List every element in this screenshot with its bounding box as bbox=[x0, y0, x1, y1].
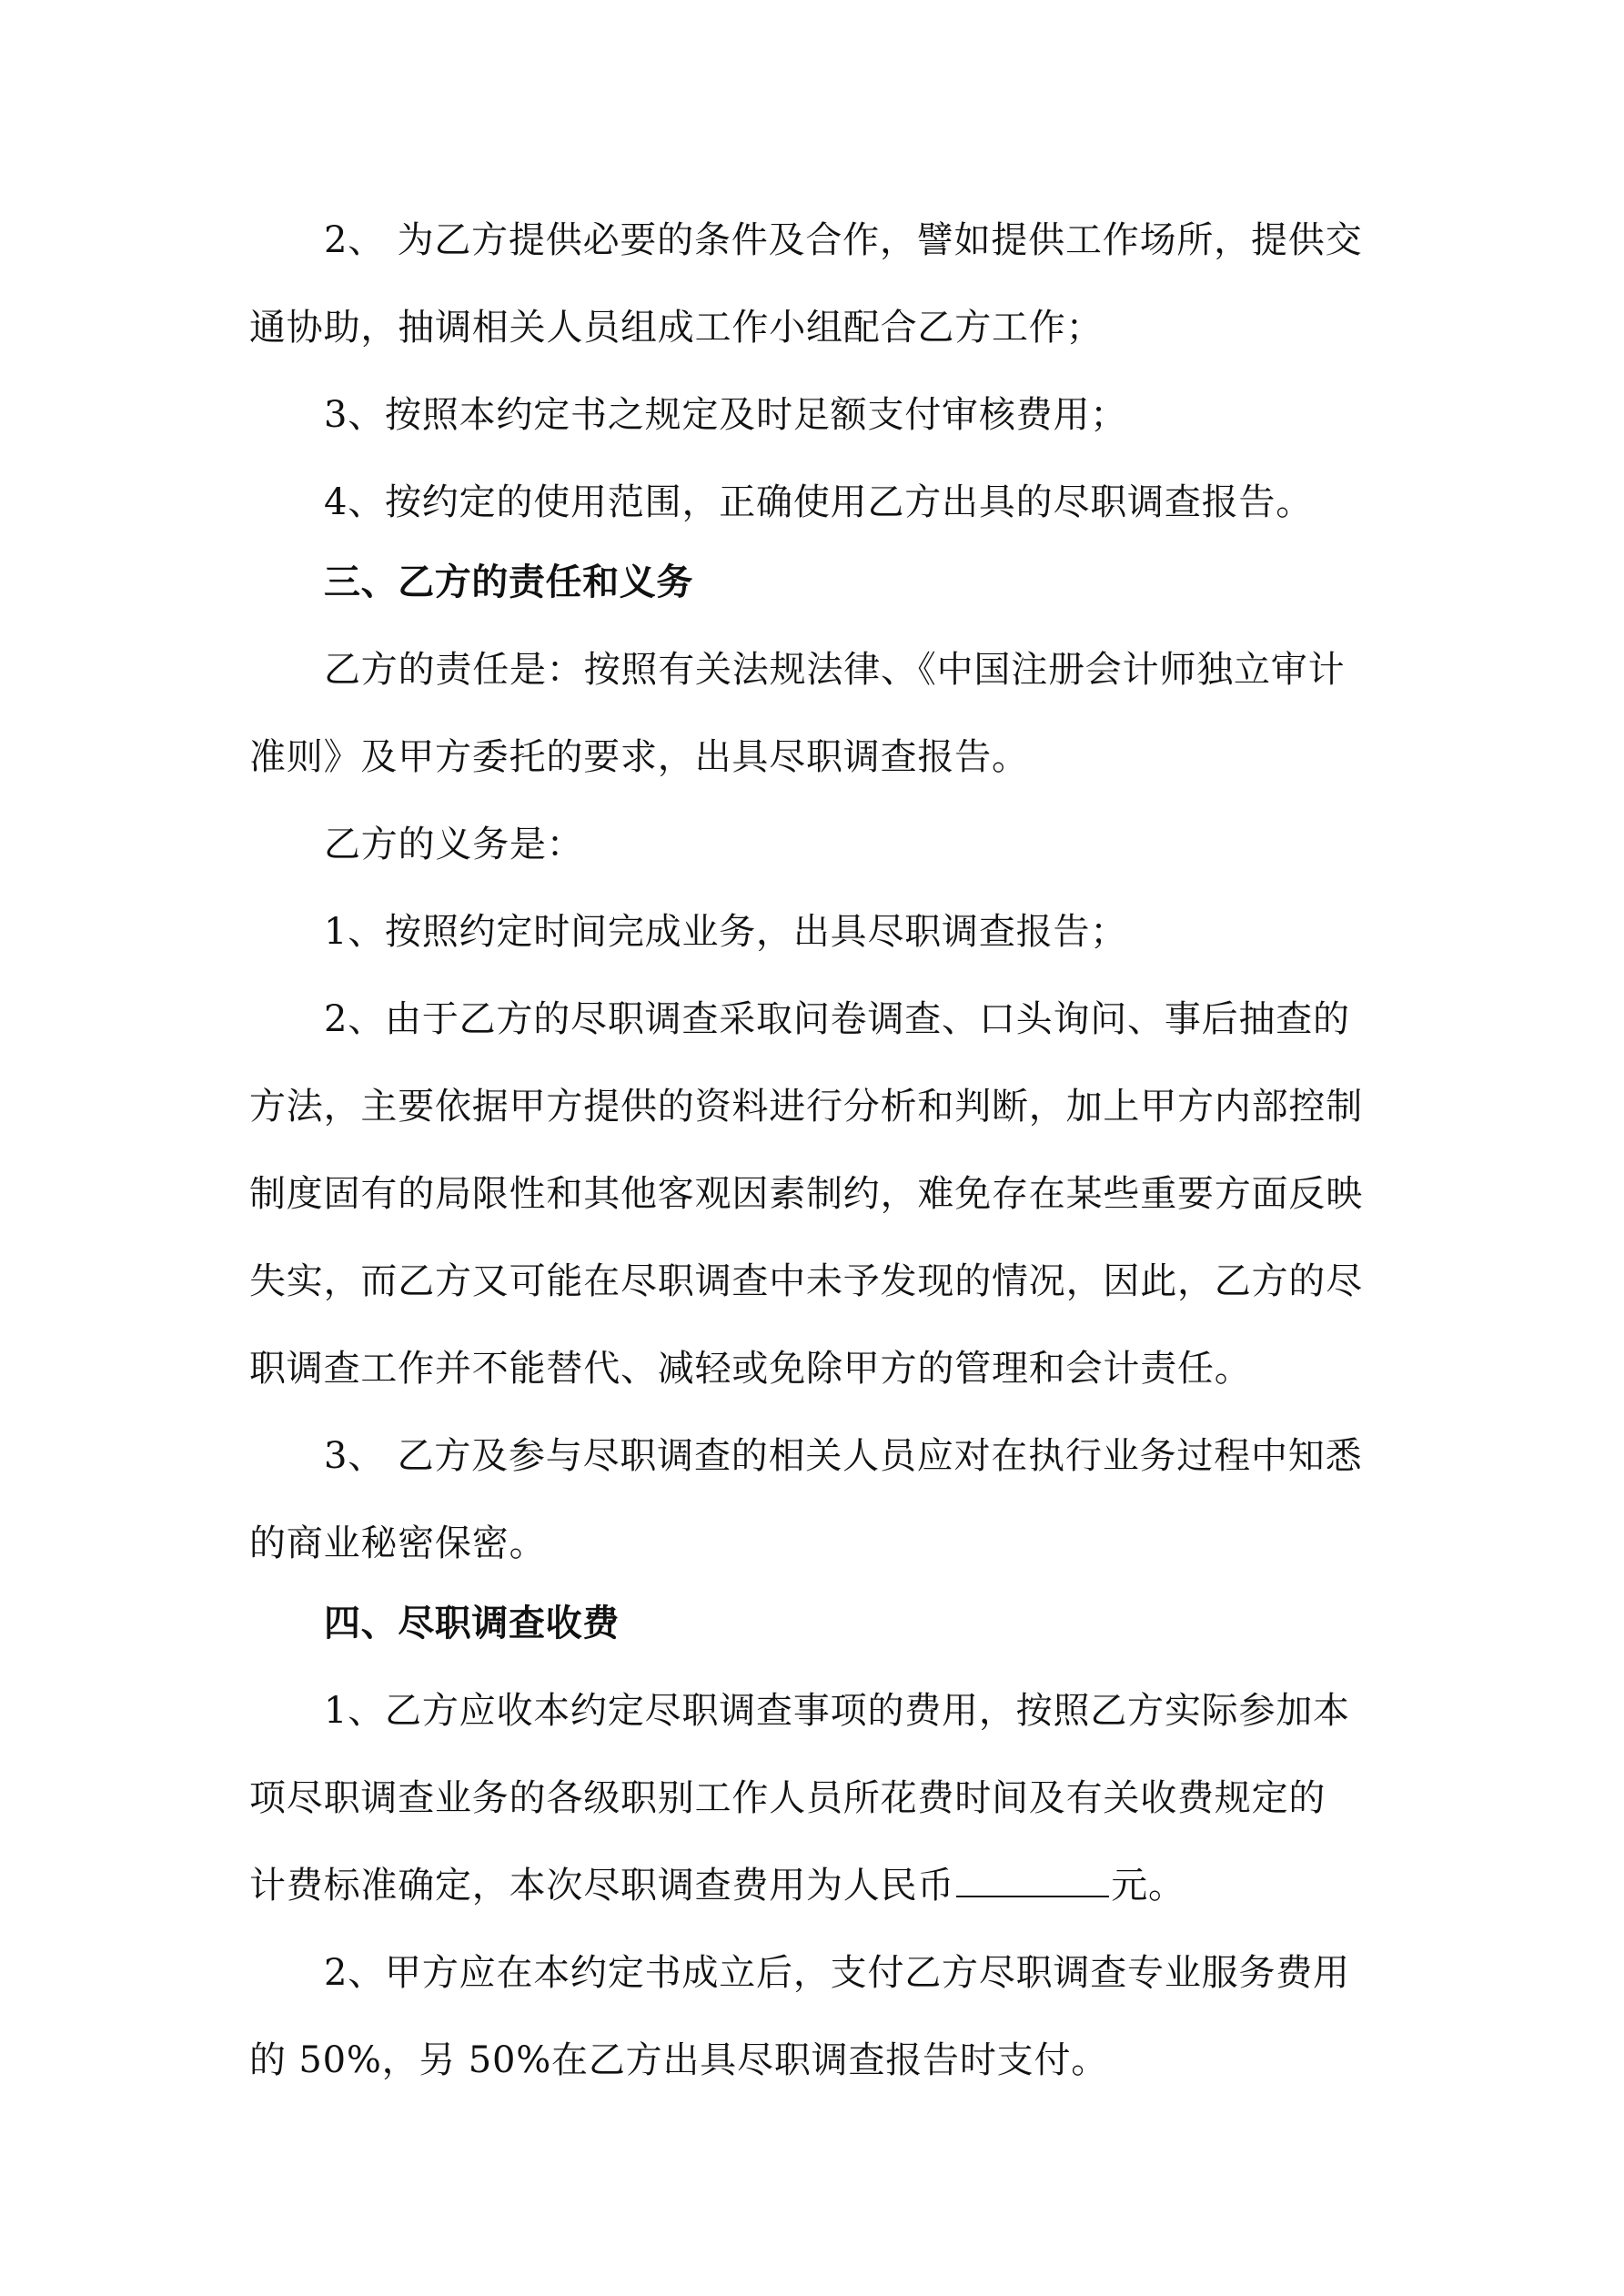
section-heading-3: 三、乙方的责任和义务 bbox=[324, 561, 693, 603]
obligation-2-line-4: 失实，而乙方又可能在尽职调查中未予发现的情况，因此，乙方的尽 bbox=[249, 1260, 1363, 1302]
clause-4-line: 4、按约定的使用范围，正确使用乙方出具的尽职调查报告。 bbox=[324, 481, 1314, 523]
obligation-3-line-1: 3、 乙方及参与尽职调查的相关人员应对在执行业务过程中知悉 bbox=[324, 1435, 1363, 1477]
obligation-2-line-3: 制度固有的局限性和其他客观因素制约，难免存在某些重要方面反映 bbox=[249, 1173, 1363, 1215]
clause-3-line: 3、按照本约定书之规定及时足额支付审核费用； bbox=[324, 394, 1128, 436]
fee-1-line-2: 项尽职调查业务的各级职别工作人员所花费时间及有关收费规定的 bbox=[249, 1777, 1326, 1819]
fee-2-line-2: 的 50%，另 50%在乙方出具尽职调查报告时支付。 bbox=[249, 2039, 1109, 2081]
obligation-1-line: 1、按照约定时间完成业务，出具尽职调查报告； bbox=[324, 911, 1128, 953]
fee-2-line-1: 2、甲方应在本约定书成立后，支付乙方尽职调查专业服务费用 bbox=[324, 1952, 1350, 1994]
obligation-2-line-5: 职调查工作并不能替代、减轻或免除甲方的管理和会计责任。 bbox=[249, 1348, 1252, 1390]
responsibility-line-2: 准则》及甲方委托的要求，出具尽职调查报告。 bbox=[249, 736, 1029, 778]
fee-amount-prefix: 计费标准确定，本次尽职调查费用为人民币 bbox=[249, 1865, 955, 1907]
section-heading-4: 四、尽职调查收费 bbox=[324, 1603, 620, 1644]
obligation-2-line-1: 2、由于乙方的尽职调查采取问卷调查、口头询问、事后抽查的 bbox=[324, 998, 1350, 1040]
clause-2-line-2: 通协助，抽调相关人员组成工作小组配合乙方工作； bbox=[249, 307, 1104, 349]
fee-amount-blank[interactable] bbox=[956, 1865, 1109, 1897]
responsibility-line-1: 乙方的责任是：按照有关法规法律、《中国注册会计师独立审计 bbox=[324, 649, 1346, 691]
clause-2-line-1: 2、 为乙方提供必要的条件及合作，譬如提供工作场所，提供交 bbox=[324, 219, 1363, 261]
fee-1-line-3 bbox=[249, 1864, 1185, 1907]
fee-amount-suffix: 元。 bbox=[1111, 1865, 1185, 1907]
obligation-3-line-2: 的商业秘密保密。 bbox=[249, 1522, 547, 1564]
obligation-intro: 乙方的义务是： bbox=[324, 824, 584, 865]
fee-1-line-1: 1、乙方应收本约定尽职调查事项的费用，按照乙方实际参加本 bbox=[324, 1690, 1350, 1732]
obligation-2-line-2: 方法，主要依据甲方提供的资料进行分析和判断，加上甲方内部控制 bbox=[249, 1086, 1363, 1128]
